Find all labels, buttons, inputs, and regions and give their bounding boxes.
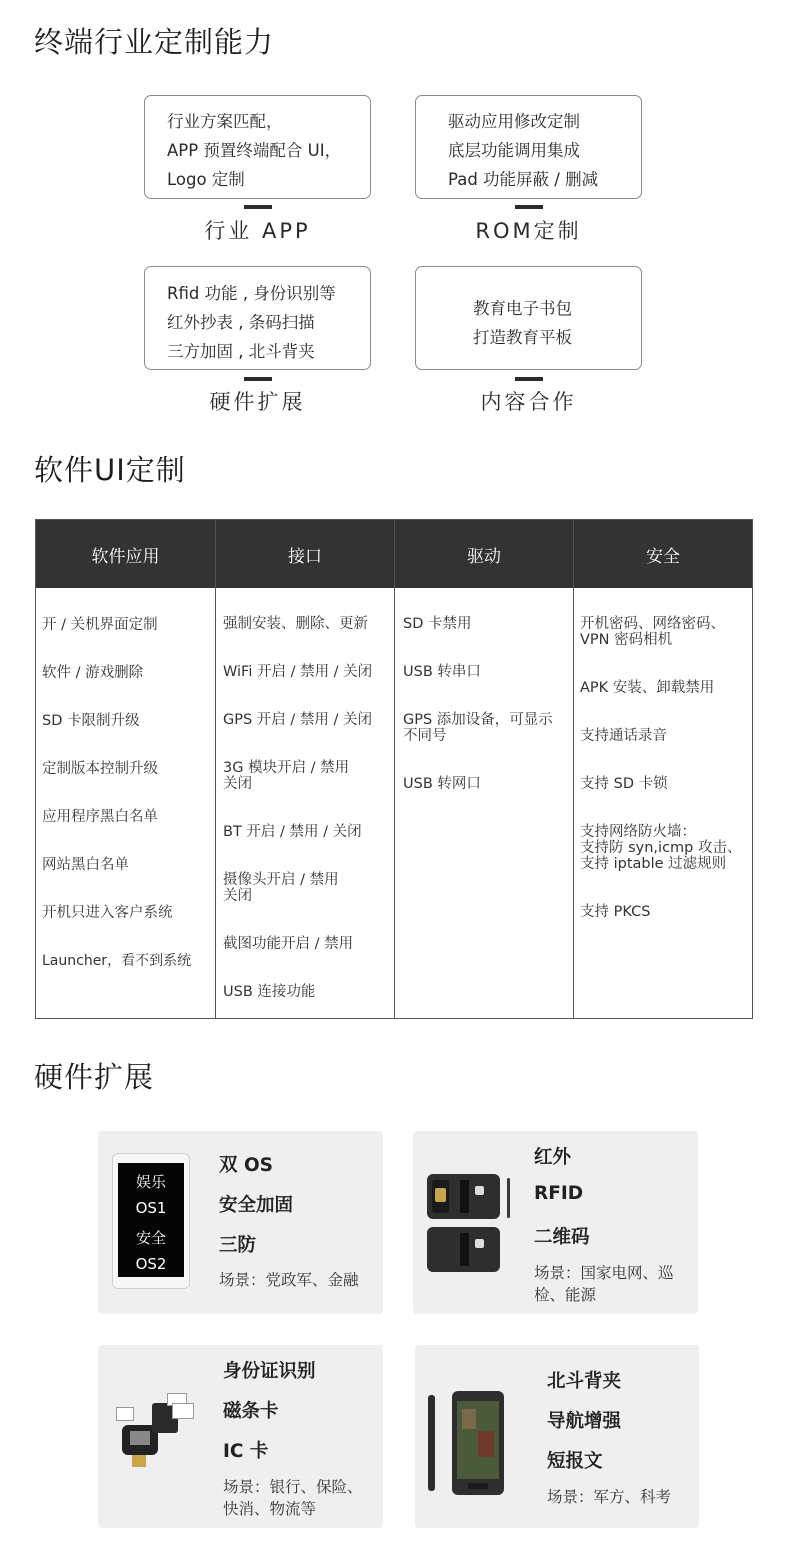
card-label: 硬件扩展: [209, 390, 306, 414]
hardware-feature: IC 卡: [223, 1441, 269, 1462]
card-line: 底层功能调用集成: [448, 141, 580, 160]
section-title-hardware: 硬件扩展: [34, 1060, 155, 1094]
table-cell: 网站黑白名单: [42, 857, 129, 873]
hardware-feature: 二维码: [534, 1227, 590, 1248]
table-cell: WiFi 开启 / 禁用 / 关闭: [223, 664, 373, 680]
card-line: Pad 功能屏蔽 / 删减: [448, 170, 599, 189]
table-divider: [215, 520, 216, 1018]
device-front-image: [427, 1174, 500, 1219]
table-divider: [394, 520, 395, 1018]
table-cell: 支持 PKCS: [580, 904, 651, 920]
hardware-card-beidou: [415, 1345, 699, 1528]
hardware-card-id: [98, 1345, 383, 1528]
hardware-feature: 双 OS: [219, 1155, 273, 1176]
card-line: Logo 定制: [167, 170, 245, 189]
software-customization-table: [35, 519, 753, 1019]
device-side-image: [507, 1178, 510, 1218]
hardware-feature: 短报文: [547, 1451, 603, 1472]
table-cell: 关闭: [223, 888, 252, 904]
table-cell: APK 安装、卸载禁用: [580, 680, 715, 696]
capability-card-content: [415, 266, 642, 370]
table-cell: 不同号: [403, 728, 447, 744]
table-divider: [573, 520, 574, 1018]
table-cell: USB 转网口: [403, 776, 481, 792]
screen-label: OS1: [135, 1199, 167, 1217]
card-line: 行业方案匹配，: [167, 112, 283, 131]
table-header-driver: 驱动: [395, 520, 573, 588]
card-line: 打造教育平板: [473, 328, 572, 347]
screen-label: 娱乐: [135, 1173, 166, 1191]
table-cell: 摄像头开启 / 禁用: [223, 872, 339, 888]
table-cell: 强制安装、删除、更新: [223, 616, 368, 632]
capability-card-hardware: [144, 266, 371, 370]
card-line: 教育电子书包: [473, 299, 572, 318]
capability-card-rom: [415, 95, 642, 199]
table-cell: 截图功能开启 / 禁用: [223, 936, 354, 952]
section-title-terminal: 终端行业定制能力: [34, 25, 275, 59]
table-cell: SD 卡禁用: [403, 616, 472, 632]
device-side-image: [428, 1395, 435, 1491]
scene-line: 场景：国家电网、巡: [534, 1264, 674, 1282]
card-divider: [515, 377, 543, 381]
card-line: 红外抄表 , 条码扫描: [167, 313, 315, 332]
hardware-feature: 红外: [534, 1147, 572, 1168]
hardware-card-infrared: [413, 1131, 698, 1314]
card-reader-image: [112, 1391, 196, 1469]
table-header-software: 软件应用: [36, 520, 215, 588]
table-cell: Launcher，看不到系统: [42, 953, 192, 969]
hardware-feature: 导航增强: [547, 1411, 622, 1432]
card-line: 三方加固 , 北斗背夹: [167, 342, 315, 361]
section-title-software: 软件UI定制: [34, 453, 186, 487]
table-cell: 支持网络防火墙：: [580, 824, 696, 840]
table-cell: 关闭: [223, 776, 252, 792]
card-label: 行业 APP: [204, 219, 311, 243]
screen-label: OS2: [135, 1255, 167, 1273]
card-label: ROM定制: [475, 219, 582, 243]
scene-line: 场景：银行、保险、: [223, 1478, 363, 1496]
hardware-feature: 磁条卡: [223, 1401, 279, 1422]
card-divider: [515, 205, 543, 209]
hardware-feature: 安全加固: [219, 1195, 294, 1216]
table-cell: USB 转串口: [403, 664, 481, 680]
navigation-device-image: [452, 1391, 504, 1495]
table-cell: 定制版本控制升级: [42, 761, 158, 777]
screen-label: 安全: [135, 1229, 166, 1247]
hardware-feature: RFID: [534, 1183, 584, 1204]
table-cell: 开机密码、网络密码、: [580, 616, 725, 632]
card-line: Rfid 功能 , 身份识别等: [167, 284, 336, 303]
table-cell: 开机只进入客户系统: [42, 905, 173, 921]
table-cell: 支持 SD 卡锁: [580, 776, 668, 792]
hardware-scene: 场景：党政军、金融: [219, 1271, 359, 1289]
card-line: 驱动应用修改定制: [448, 112, 580, 131]
hardware-scene: [534, 1262, 674, 1306]
table-cell: 软件 / 游戏删除: [42, 665, 144, 681]
table-cell: 开 / 关机界面定制: [42, 617, 158, 633]
hardware-scene: 场景：军方、科考: [547, 1488, 672, 1506]
hardware-feature: 三防: [219, 1235, 257, 1256]
table-cell: GPS 开启 / 禁用 / 关闭: [223, 712, 372, 728]
table-cell: 支持通话录音: [580, 728, 667, 744]
hardware-feature: 身份证识别: [223, 1361, 316, 1382]
table-cell: SD 卡限制升级: [42, 713, 140, 729]
card-line: APP 预置终端配合 UI，: [167, 141, 342, 160]
table-cell: VPN 密码相机: [580, 632, 673, 648]
table-cell: 3G 模块开启 / 禁用: [223, 760, 350, 776]
tablet-screen: [118, 1163, 184, 1277]
table-cell: BT 开启 / 禁用 / 关闭: [223, 824, 362, 840]
scene-line: 快消、物流等: [223, 1500, 317, 1518]
table-cell: GPS 添加设备，可显示: [403, 712, 553, 728]
card-label: 内容合作: [480, 390, 577, 414]
table-cell: 应用程序黑白名单: [42, 809, 158, 825]
hardware-scene: [223, 1476, 363, 1520]
table-cell: USB 连接功能: [223, 984, 316, 1000]
table-cell: 支持防 syn,icmp 攻击、: [580, 840, 742, 856]
table-cell: 支持 iptable 过滤规则: [580, 856, 727, 872]
device-back-image: [427, 1227, 500, 1272]
table-header-security: 安全: [574, 520, 752, 588]
tablet-image: [112, 1153, 190, 1289]
scene-line: 检、能源: [534, 1286, 597, 1304]
card-divider: [244, 205, 272, 209]
capability-card-industry-app: [144, 95, 371, 199]
hardware-card-dual-os: [98, 1131, 383, 1314]
table-header-interface: 接口: [216, 520, 394, 588]
card-divider: [244, 377, 272, 381]
hardware-feature: 北斗背夹: [547, 1371, 622, 1392]
